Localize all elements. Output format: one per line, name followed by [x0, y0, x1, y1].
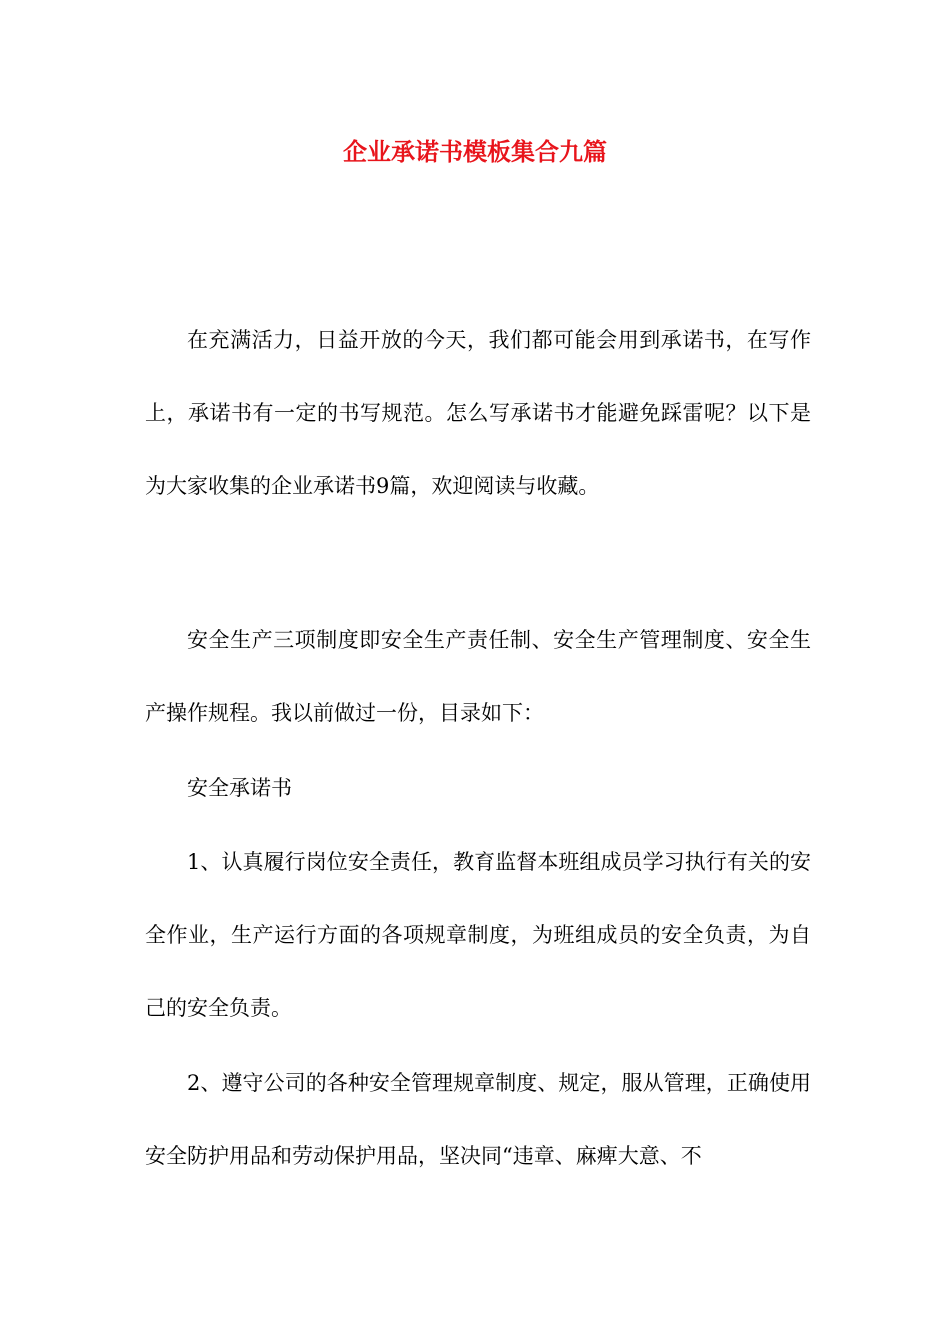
document-title: 企业承诺书模板集合九篇	[343, 137, 607, 166]
three-systems-paragraph: 安全生产三项制度即安全生产责任制、安全生产管理制度、安全生产操作规程。我以前做过一份，目录如下：	[145, 628, 811, 725]
list-item-1: 1、认真履行岗位安全责任，教育监督本班组成员学习执行有关的安全作业，生产运行方面的各项规章制度，为班组成员的安全负责，为自己的安全负责。	[145, 850, 811, 1020]
intro-paragraph: 在充满活力，日益开放的今天，我们都可能会用到承诺书，在写作上，承诺书有一定的书写规范。怎么写承诺书才能避免踩雷呢？以下是为大家收集的企业承诺书9篇，欢迎阅读与收藏。	[145, 328, 811, 498]
section-heading: 安全承诺书	[187, 776, 292, 800]
list-item-2: 2、遵守公司的各种安全管理规章制度、规定，服从管理，正确使用安全防护用品和劳动保护用品，坚决同“违章、麻痺大意、不	[145, 1071, 811, 1168]
